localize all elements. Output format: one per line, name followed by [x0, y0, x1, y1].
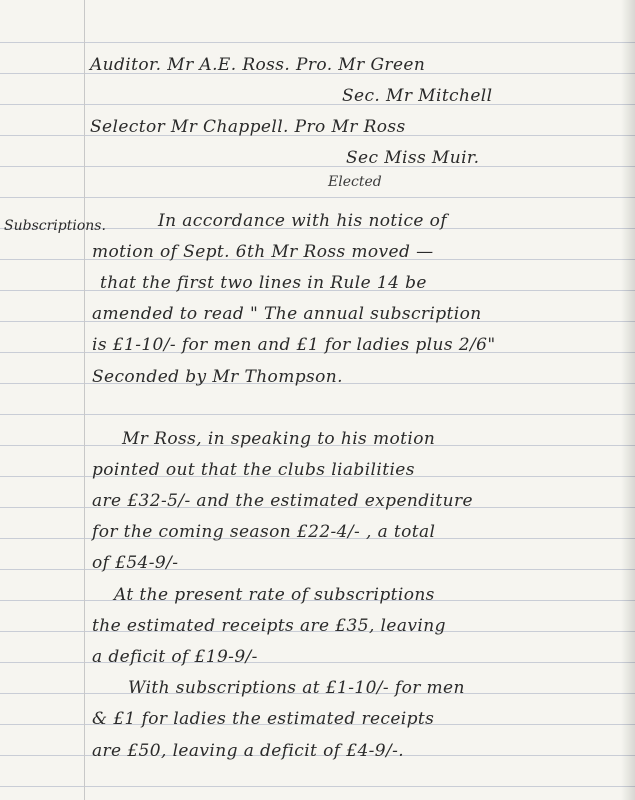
minutes-line-8: amended to read " The annual subscription	[92, 304, 482, 324]
minutes-line-9: is £1-10/- for men and £1 for ladies plus 2/6"	[92, 335, 496, 355]
minutes-line-12: pointed out that the clubs liabilities	[92, 460, 415, 480]
minutes-line-7: that the first two lines in Rule 14 be	[100, 273, 427, 293]
minutes-line-1: Auditor. Mr A.E. Ross. Pro. Mr Green	[90, 55, 426, 75]
minutes-line-11: Mr Ross, in speaking to his motion	[122, 429, 436, 449]
minutes-line-10: Seconded by Mr Thompson.	[92, 367, 343, 387]
minutes-line-3: Selector Mr Chappell. Pro Mr Ross	[90, 117, 406, 137]
minutes-line-21: are £50, leaving a deficit of £4-9/-.	[92, 741, 405, 761]
minutes-line-14: for the coming season £22-4/- , a total	[92, 522, 436, 542]
minutes-line-20: & £1 for ladies the estimated receipts	[92, 709, 435, 729]
minutes-line-15: of £54-9/-	[92, 553, 179, 573]
minutes-line-2: Sec. Mr Mitchell	[342, 86, 493, 106]
minutes-line-13: are £32-5/- and the estimated expenditure	[92, 491, 473, 511]
minutes-line-16: At the present rate of subscriptions	[114, 585, 435, 605]
minutes-line-4: Sec Miss Muir.	[346, 148, 480, 168]
page-edge-shadow	[621, 0, 635, 800]
minutes-line-5: In accordance with his notice of	[158, 211, 448, 231]
margin-note-subscriptions: Subscriptions.	[4, 218, 106, 234]
margin-rule	[84, 0, 85, 800]
minutes-line-6: motion of Sept. 6th Mr Ross moved —	[92, 242, 434, 262]
minutes-line-17: the estimated receipts are £35, leaving	[92, 616, 446, 636]
elected-note: Elected	[328, 174, 382, 190]
minutes-line-19: With subscriptions at £1-10/- for men	[128, 678, 465, 698]
minutes-line-18: a deficit of £19-9/-	[92, 647, 258, 667]
